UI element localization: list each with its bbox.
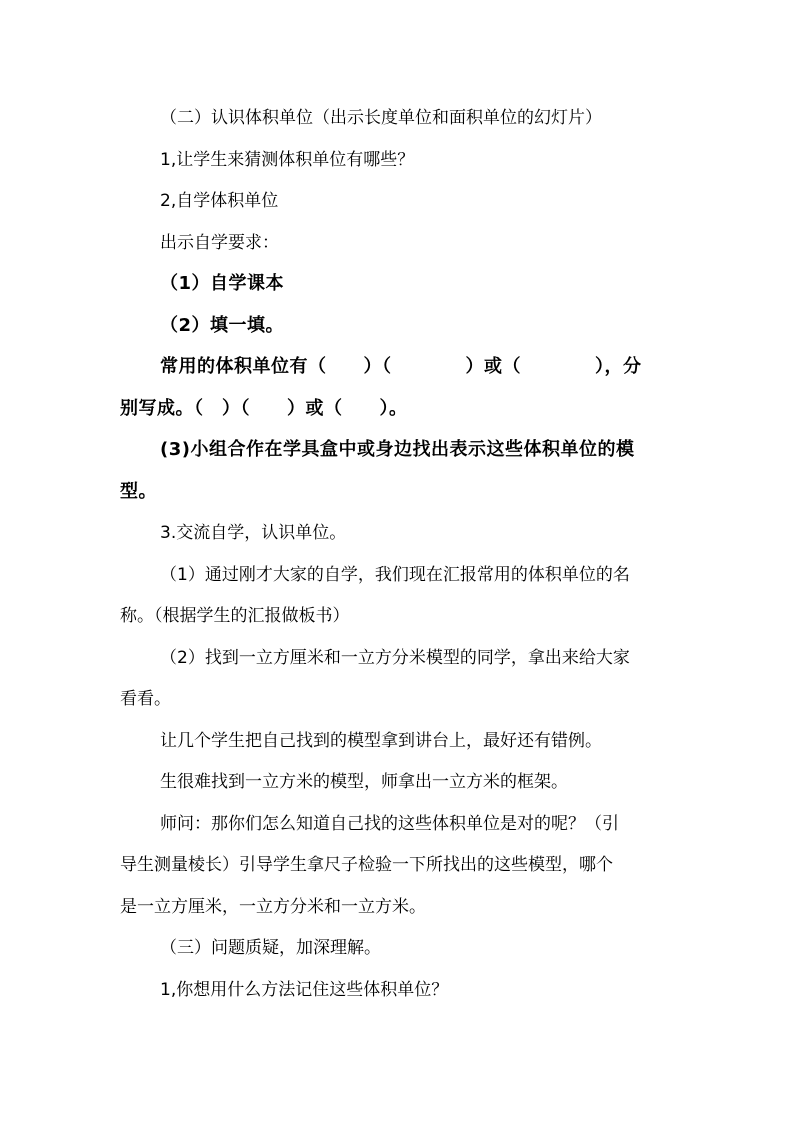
paragraph-line: 看看。 [120,689,171,709]
paragraph-line: 3.交流自学，认识单位。 [160,523,347,543]
bold-paragraph-line: 型。 [120,481,157,502]
fill-in-blank-line: 常用的体积单位有（ ）（ ）或（ ），分 [160,356,642,377]
paragraph-line: （2）找到一立方厘米和一立方分米模型的同学，拿出来给大家 [160,648,630,668]
section-heading-2: （二）认识体积单位（出示长度单位和面积单位的幻灯片） [160,108,602,128]
bold-paragraph-line: (3)小组合作在学具盒中或身边找出表示这些体积单位的模 [160,439,635,460]
paragraph-line: （1）通过刚才大家的自学，我们现在汇报常用的体积单位的名 [160,565,630,585]
fill-in-blank-line: 别写成。（ ）（ ）或（ ）。 [120,398,408,419]
paragraph-line: 师问：那你们怎么知道自己找的这些体积单位是对的呢？（引 [160,814,619,834]
section-heading-3: （三）问题质疑，加深理解。 [160,938,381,958]
paragraph-line: 出示自学要求： [160,233,279,253]
paragraph-line: 是一立方厘米，一立方分米和一立方米。 [120,897,426,917]
paragraph-line: 2,自学体积单位 [160,191,279,211]
paragraph-line: 称。（根据学生的汇报做板书） [120,606,350,626]
paragraph-line: 生很难找到一立方米的模型，师拿出一立方米的框架。 [160,772,568,792]
bold-paragraph-line: （1）自学课本 [160,273,285,294]
paragraph-line: 1,让学生来猜测体积单位有哪些？ [160,150,415,170]
bold-paragraph-line: （2）填一填。 [160,315,285,336]
paragraph-line: 让几个学生把自己找到的模型拿到讲台上，最好还有错例。 [160,731,602,751]
paragraph-line: 1,你想用什么方法记住这些体积单位？ [160,980,449,1000]
paragraph-line: 导生测量棱长）引导学生拿尺子检验一下所找出的这些模型，哪个 [120,855,613,875]
